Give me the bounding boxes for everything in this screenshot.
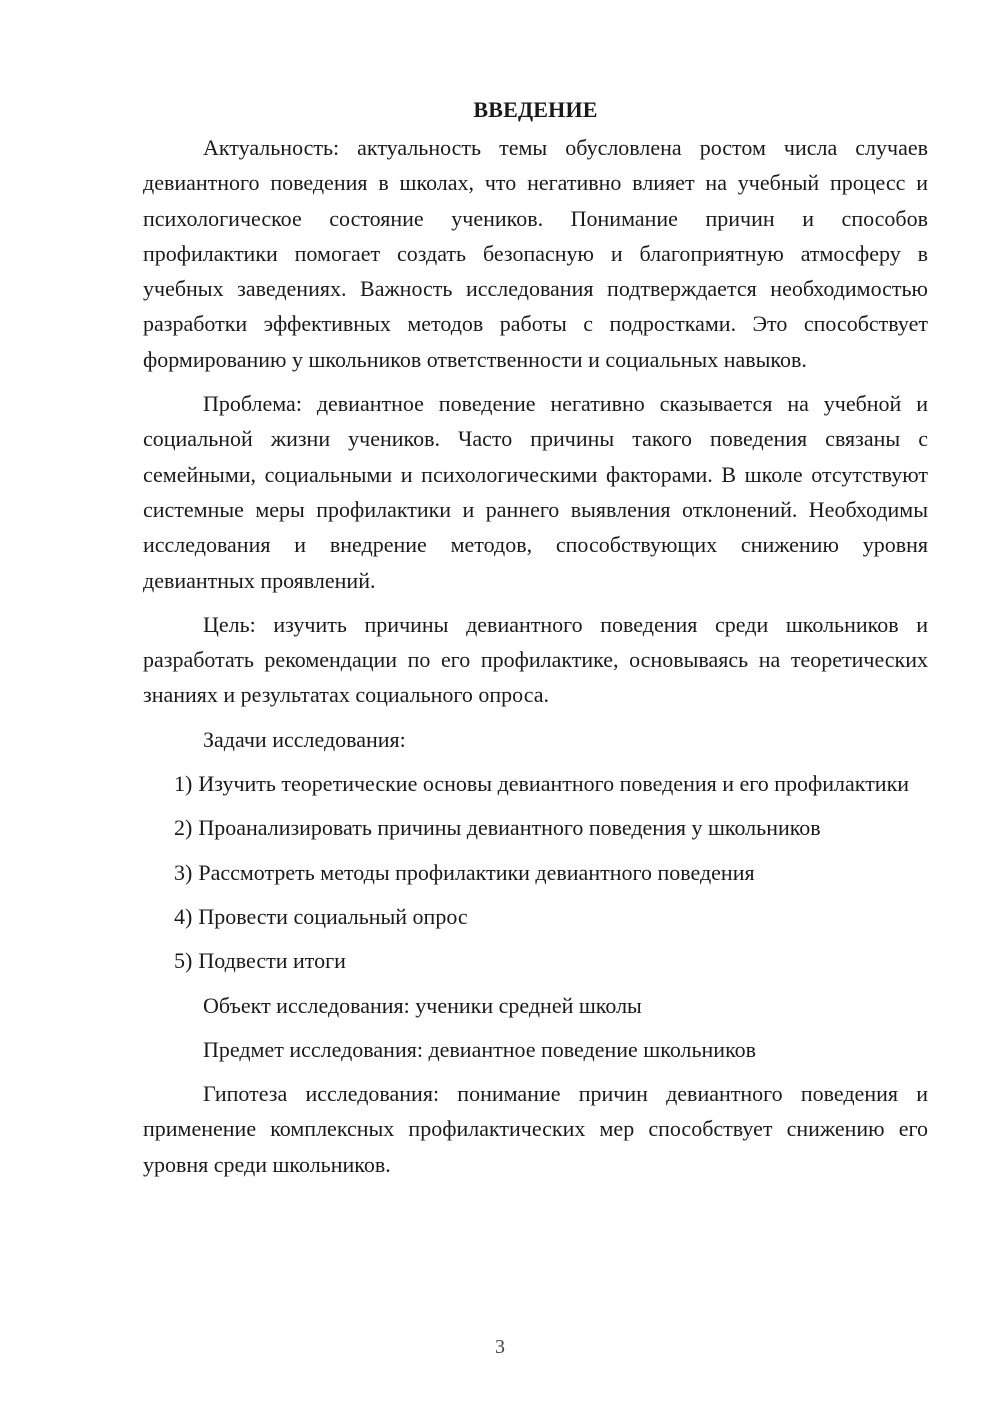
paragraph-hypothesis: Гипотеза исследования: понимание причин девиантного поведения и применение комплексных профилактических мер способствует снижению его уровня среди школьников. <box>143 1081 928 1177</box>
paragraph-problem: Проблема: девиантное поведение негативно сказывается на учебной и социальной жизни учеников. Часто причины такого поведения связаны с семейными, социальными и психологическими факторами. В школе отсутствуют системные меры профилактики и раннего выявления отклонений. Необходимы исследования и внедрение методов, способствующих снижению уровня девиантных проявлений. <box>143 391 928 593</box>
task-item <box>143 810 928 845</box>
task-item <box>143 855 928 890</box>
task-text: Изучить теоретические основы девиантного поведения и его профилактики <box>198 771 910 797</box>
task-item <box>143 943 928 978</box>
paragraph-object: Объект исследования: ученики средней школы <box>203 992 642 1018</box>
task-text: Провести социальный опрос <box>198 903 468 929</box>
task-item <box>143 899 928 934</box>
paragraph-goal: Цель: изучить причины девиантного поведения среди школьников и разработать рекомендации по его профилактике, основываясь на теоретических знаниях и результатах социального опроса. <box>143 611 928 708</box>
section-title: ВВЕДЕНИЕ <box>473 97 598 122</box>
task-number: 3) <box>174 859 193 885</box>
task-text: Рассмотреть методы профилактики девиантного поведения <box>198 859 755 885</box>
page-number: 3 <box>495 1336 505 1358</box>
paragraph-relevance: Актуальность: актуальность темы обусловлена ростом числа случаев девиантного поведения в школах, что негативно влияет на учебный процесс и психологическое состояние учеников. Понимание причин и способов профилактики помогает создать безопасную и благоприятную атмосферу в учебных заведениях. Важность исследования подтверждается необходимостью разработки эффективных методов работы с подростками. Это способствует формированию у школьников ответственности и социальных навыков. <box>143 135 928 372</box>
paragraph-subject: Предмет исследования: девиантное поведение школьников <box>203 1036 757 1062</box>
task-number: 1) <box>174 771 193 797</box>
document-page <box>143 96 928 1191</box>
task-number: 4) <box>174 903 193 929</box>
task-number: 5) <box>174 948 193 974</box>
task-text: Проанализировать причины девиантного поведения у школьников <box>198 815 821 841</box>
task-text: Подвести итоги <box>198 948 346 974</box>
task-number: 2) <box>174 815 193 841</box>
paragraph-tasks-heading: Задачи исследования: <box>203 726 406 752</box>
task-item <box>143 766 928 801</box>
